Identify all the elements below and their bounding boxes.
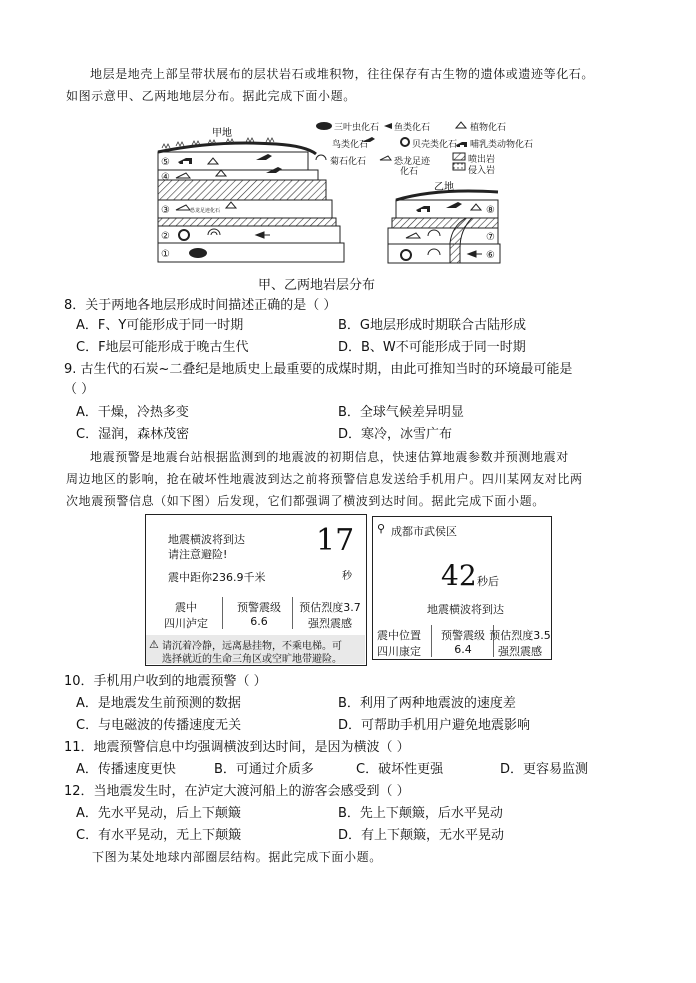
alert-countdown: 42: [441, 559, 477, 592]
legend-mammal-icon: [456, 142, 467, 147]
intensity-label: 预估烈度3.5: [489, 629, 551, 642]
site-a-label: 甲地: [212, 128, 232, 139]
q12-option-a[interactable]: A．先水平晃动，后上下颠簸: [76, 806, 241, 821]
legend-ammonite-label: 菊石化石: [330, 157, 367, 167]
legend-extrusive-label: 喷出岩: [468, 155, 496, 165]
legend-dino-label: 恐龙足迹: [394, 157, 431, 167]
q9-option-d[interactable]: D．寒冷，冰雪广布: [338, 427, 453, 442]
alert-intensity: [294, 599, 366, 631]
alert-countdown-unit: 秒: [342, 571, 352, 582]
magnitude-label: 预警震级: [441, 629, 485, 642]
legend-plant-icon: [456, 122, 466, 128]
layer-number-4: ④: [161, 172, 170, 183]
epicenter-value: 四川康定: [377, 645, 421, 658]
intro-line: 如图示意甲、乙两地地层分布。据此完成下面小题。: [66, 89, 356, 103]
intro-line: 次地震预警信息（如下图）后发现，它们都强调了横波到达时间。据此完成下面小题。: [66, 494, 545, 508]
legend-shell-label: 贝壳类化石: [412, 140, 458, 150]
warning-line-2: 选择就近的生命三角区或空旷地带避险。: [162, 654, 342, 665]
q8-option-b[interactable]: B．G地层形成时期联合古陆形成: [338, 318, 526, 333]
alert-magnitude: [226, 599, 292, 628]
alert-magnitude: [433, 627, 493, 656]
q11-option-d[interactable]: D．更容易监测: [500, 762, 589, 777]
layer-number-2: ②: [161, 231, 170, 242]
alert-line-1: 地震横波将到达: [168, 533, 245, 546]
question-9-stem-cont: （ ）: [64, 382, 95, 397]
question-10-stem: 10．手机用户收到的地震预警（ ）: [64, 674, 267, 689]
legend-fish-icon: [384, 123, 392, 129]
alert-line-2: 请注意避险!: [168, 548, 228, 561]
q10-option-c[interactable]: C．与电磁波的传播速度无关: [76, 718, 242, 733]
question-12-stem: 12．当地震发生时，在泸定大渡河船上的游客会感受到（ ）: [64, 784, 410, 799]
layer-hatched-a: [158, 180, 326, 200]
layer-3: [158, 200, 332, 218]
intro-paragraph-earth-structure: [92, 846, 672, 868]
legend-trilobite-label: 三叶虫化石: [334, 123, 380, 133]
intensity-value: 强烈震感: [498, 645, 542, 658]
intensity-value: 强烈震感: [308, 617, 352, 630]
q9-option-a[interactable]: A．干燥，冷热多变: [76, 405, 189, 420]
layer-8: [396, 200, 498, 218]
q8-option-d[interactable]: D．B、W不可能形成于同一时期: [338, 340, 526, 355]
question-8-stem: 8．关于两地各地层形成时间描述正确的是（ ）: [64, 298, 337, 313]
earthquake-alert-luding: [145, 514, 367, 666]
alert-location: 成都市武侯区: [391, 525, 457, 538]
q11-option-c[interactable]: C．破坏性更强: [356, 762, 444, 777]
alert-warning-bar: [146, 635, 365, 664]
magnitude-label: 预警震级: [237, 601, 281, 614]
legend-ammonite-icon: [316, 155, 326, 160]
warning-icon: ⚠: [149, 638, 159, 651]
location-pin-icon: ⚲: [377, 522, 386, 535]
site-b-layers: [388, 180, 500, 263]
hatched-band-b: [392, 218, 498, 228]
alert-countdown: 17: [316, 523, 355, 558]
legend-intrusive-label: 侵入岩: [468, 166, 496, 176]
legend-plant-label: 植物化石: [470, 123, 507, 133]
strata-figure: [156, 118, 552, 290]
alert-intensity: [485, 627, 555, 659]
divider: [222, 597, 223, 629]
q12-option-c[interactable]: C．有水平晃动，无上下颠簸: [76, 828, 242, 843]
q12-option-b[interactable]: B．先上下颠簸，后水平晃动: [338, 806, 503, 821]
epicenter-label: 震中位置: [377, 629, 421, 642]
q8-option-a[interactable]: A．F、Y可能形成于同一时期: [76, 318, 244, 333]
dino-footprint-label: 恐龙足迹化石: [190, 208, 221, 214]
legend-fish-label: 鱼类化石: [394, 123, 431, 133]
intro-line: 下图为某处地球内部圈层结构。据此完成下面小题。: [92, 850, 382, 864]
layer-1: [158, 243, 344, 262]
q10-option-b[interactable]: B．利用了两种地震波的速度差: [338, 696, 516, 711]
layer-number-6: ⑥: [486, 250, 495, 261]
alert-distance: 震中距你236.9千米: [168, 571, 266, 584]
q12-option-d[interactable]: D．有上下颠簸，无水平晃动: [338, 828, 505, 843]
epicenter-label: 震中: [175, 601, 197, 614]
layer-number-7: ⑦: [486, 232, 495, 243]
intensity-label: 预估烈度3.7: [299, 601, 361, 614]
legend-bird-label: 鸟类化石: [332, 140, 369, 150]
divider: [292, 597, 293, 629]
q9-option-c[interactable]: C．湿润，森林茂密: [76, 427, 190, 442]
question-9-stem: 9. 古生代的石炭~二叠纪是地质史上最重要的成煤时期，由此可推知当时的环境最可能是: [64, 362, 573, 377]
hatched-band: [158, 218, 336, 226]
trilobite-fossil-icon: [189, 248, 207, 258]
divider: [431, 625, 432, 657]
q10-option-d[interactable]: D．可帮助手机用户避免地震影响: [338, 718, 531, 733]
layer-number-1: ①: [161, 249, 170, 260]
alert-arrive-text: 地震横波将到达: [427, 603, 504, 616]
figure-caption: 甲、乙两地岩层分布: [258, 278, 376, 293]
layer-number-5: ⑤: [161, 157, 170, 168]
intro-line: 地震预警是地震台站根据监测到的地震波的初期信息，快速估算地震参数并预测地震对: [90, 450, 569, 464]
q9-option-b[interactable]: B．全球气候差异明显: [338, 405, 464, 420]
q11-option-a[interactable]: A．传播速度更快: [76, 762, 176, 777]
legend-intrusive-swatch: [453, 163, 465, 170]
q11-option-b[interactable]: B．可通过介质多: [214, 762, 314, 777]
site-a-layers: [158, 126, 344, 262]
q10-option-a[interactable]: A．是地震发生前预测的数据: [76, 696, 241, 711]
intro-paragraph-earthquake: [66, 446, 646, 512]
layer-number-8: ⑧: [486, 205, 495, 216]
legend-dino-label-2: 化石: [400, 167, 419, 177]
intro-line: 地层是地壳上部呈带状展布的层状岩石或堆积物，往往保存有古生物的遗体或遗迹等化石。: [90, 67, 595, 81]
layer-number-3: ③: [161, 205, 170, 216]
magnitude-value: 6.6: [250, 615, 268, 628]
intro-line: 周边地区的影响，抢在破坏性地震波到达之前将预警信息发送给手机用户。四川某网友对比两: [66, 472, 583, 486]
q8-option-c[interactable]: C．F地层可能形成于晚古生代: [76, 340, 249, 355]
alert-epicenter: [160, 599, 212, 631]
epicenter-value: 四川泸定: [164, 617, 208, 630]
legend-trilobite-icon: [316, 122, 332, 130]
legend-dino-icon: [380, 156, 391, 160]
earthquake-alert-kangding: [372, 516, 552, 660]
alert-countdown-unit: 秒后: [477, 575, 499, 588]
site-b-label: 乙地: [434, 182, 454, 193]
legend-mammal-label: 哺乳类动物化石: [470, 140, 534, 150]
legend-shell-icon: [401, 138, 409, 146]
warning-line-1: 请沉着冷静，远离悬挂物，不乘电梯。可: [162, 641, 342, 652]
question-11-stem: 11．地震预警信息中均强调横波到达时间，是因为横波（ ）: [64, 740, 410, 755]
layer-7: [388, 228, 498, 244]
intro-paragraph-strata: [66, 63, 646, 107]
alert-epicenter: [377, 627, 429, 659]
legend-extrusive-swatch: [453, 153, 465, 160]
magnitude-value: 6.4: [454, 643, 472, 656]
